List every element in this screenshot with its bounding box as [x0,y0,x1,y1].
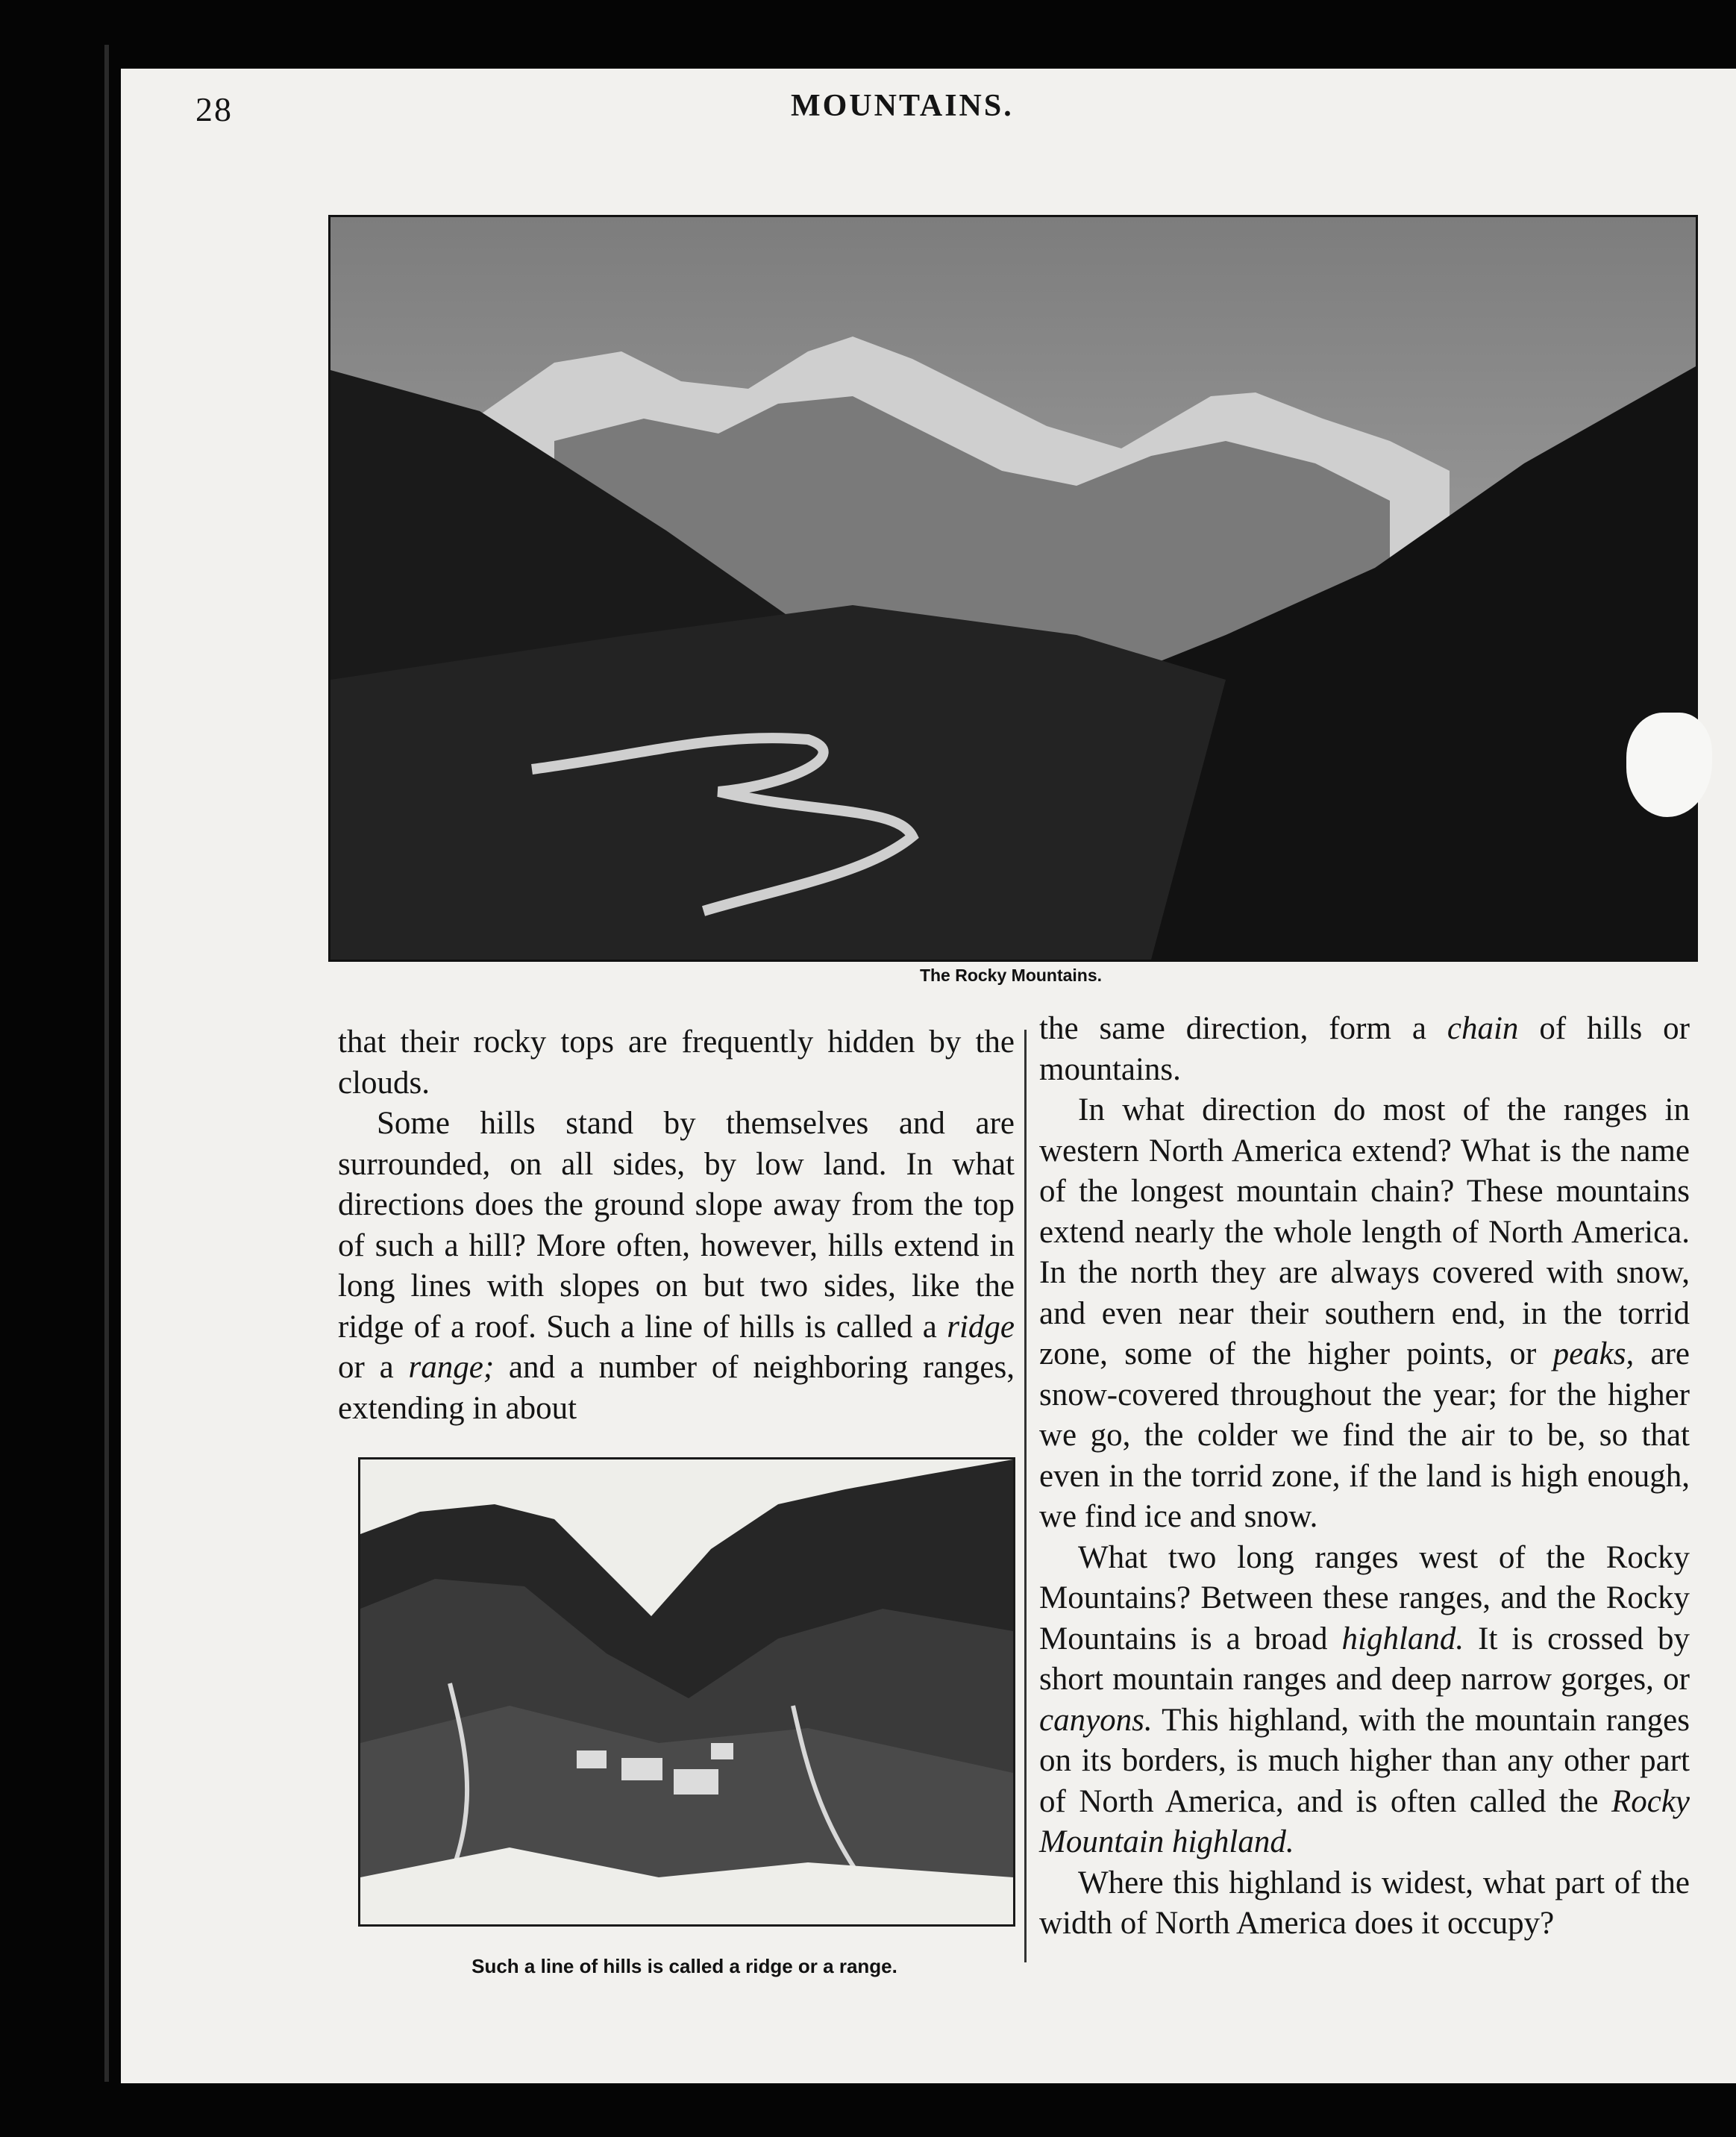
rocky-mountains-illustration [330,217,1696,960]
term-rocky-mountain-highland: Rocky Mountain highland. [1039,1783,1690,1859]
top-figure-caption: The Rocky Mountains. [919,966,1103,985]
left-paragraph-2 [338,1104,1015,1429]
bottom-figure-caption: Such a line of hills is called a ridge or a range. [471,1955,897,1977]
right-p3-text-b: It is crossed by short mountain ranges and deep narrow gorges, or [1039,1621,1690,1697]
right-paragraph-3 [1039,1538,1690,1863]
right-paragraph-1 [1039,1009,1690,1090]
right-paragraph-4: Where this highland is widest, what part of the width of North America does it occupy? [1039,1865,1690,1941]
term-ridge: ridge [947,1309,1015,1345]
left-p2-text-b: or a [338,1350,409,1385]
book-spine-edge [104,45,109,2082]
term-chain: chain [1447,1011,1519,1046]
term-highland: highland. [1341,1621,1464,1656]
running-head: MOUNTAINS. [791,89,1014,123]
left-paragraph-1: that their rocky tops are frequently hidden by the clouds. [338,1024,1015,1101]
right-p2-text-a: In what direction do most of the ranges in western North America extend? What is the name of the longest mountain chain? These mountains extend nearly the whole length of North America. In the north they are always covered with snow, and even near their southern end, in the torrid zone, some of the higher points, or [1039,1092,1690,1371]
column-divider [1024,1030,1027,1962]
right-paragraph-2 [1039,1090,1690,1538]
right-p2-text-b: are snow-covered throughout the year; for the higher we go, the colder we find the air to be, so that even in the torrid zone, if the land is high enough, we find ice and snow. [1039,1336,1690,1534]
term-peaks: peaks, [1552,1336,1635,1371]
right-p3-text-a: What two long ranges west of the Rocky Mountains? Between these ranges, and the Rocky Mountains is a broad [1039,1539,1690,1656]
right-p1-text-a: the same direction, form a [1039,1011,1447,1046]
rocky-mountains-photo [328,215,1698,962]
ridge-range-illustration [360,1459,1013,1924]
left-column [338,1022,1015,1429]
term-range: range; [408,1350,495,1385]
page-number: 28 [195,90,233,128]
left-p2-text-c: and a number of neighboring ranges, extending in about [338,1350,1015,1426]
right-column [1039,1009,1690,1944]
left-p2-text-a: Some hills stand by themselves and are surrounded, on all sides, by low land. In what directions does the ground slope away from the top of such a hill? More often, however, hills extend in long lines with slopes on but two sides, like the ridge of a roof. Such a line of hills is called a [338,1106,1015,1345]
term-canyons: canyons. [1039,1702,1153,1738]
right-p3-text-c: This highland, with the mountain ranges on its borders, is much higher than any other part of North America, and is often called the [1039,1702,1690,1819]
ridge-range-photo [358,1457,1015,1927]
right-p1-text-b: of hills or mountains. [1039,1011,1690,1087]
